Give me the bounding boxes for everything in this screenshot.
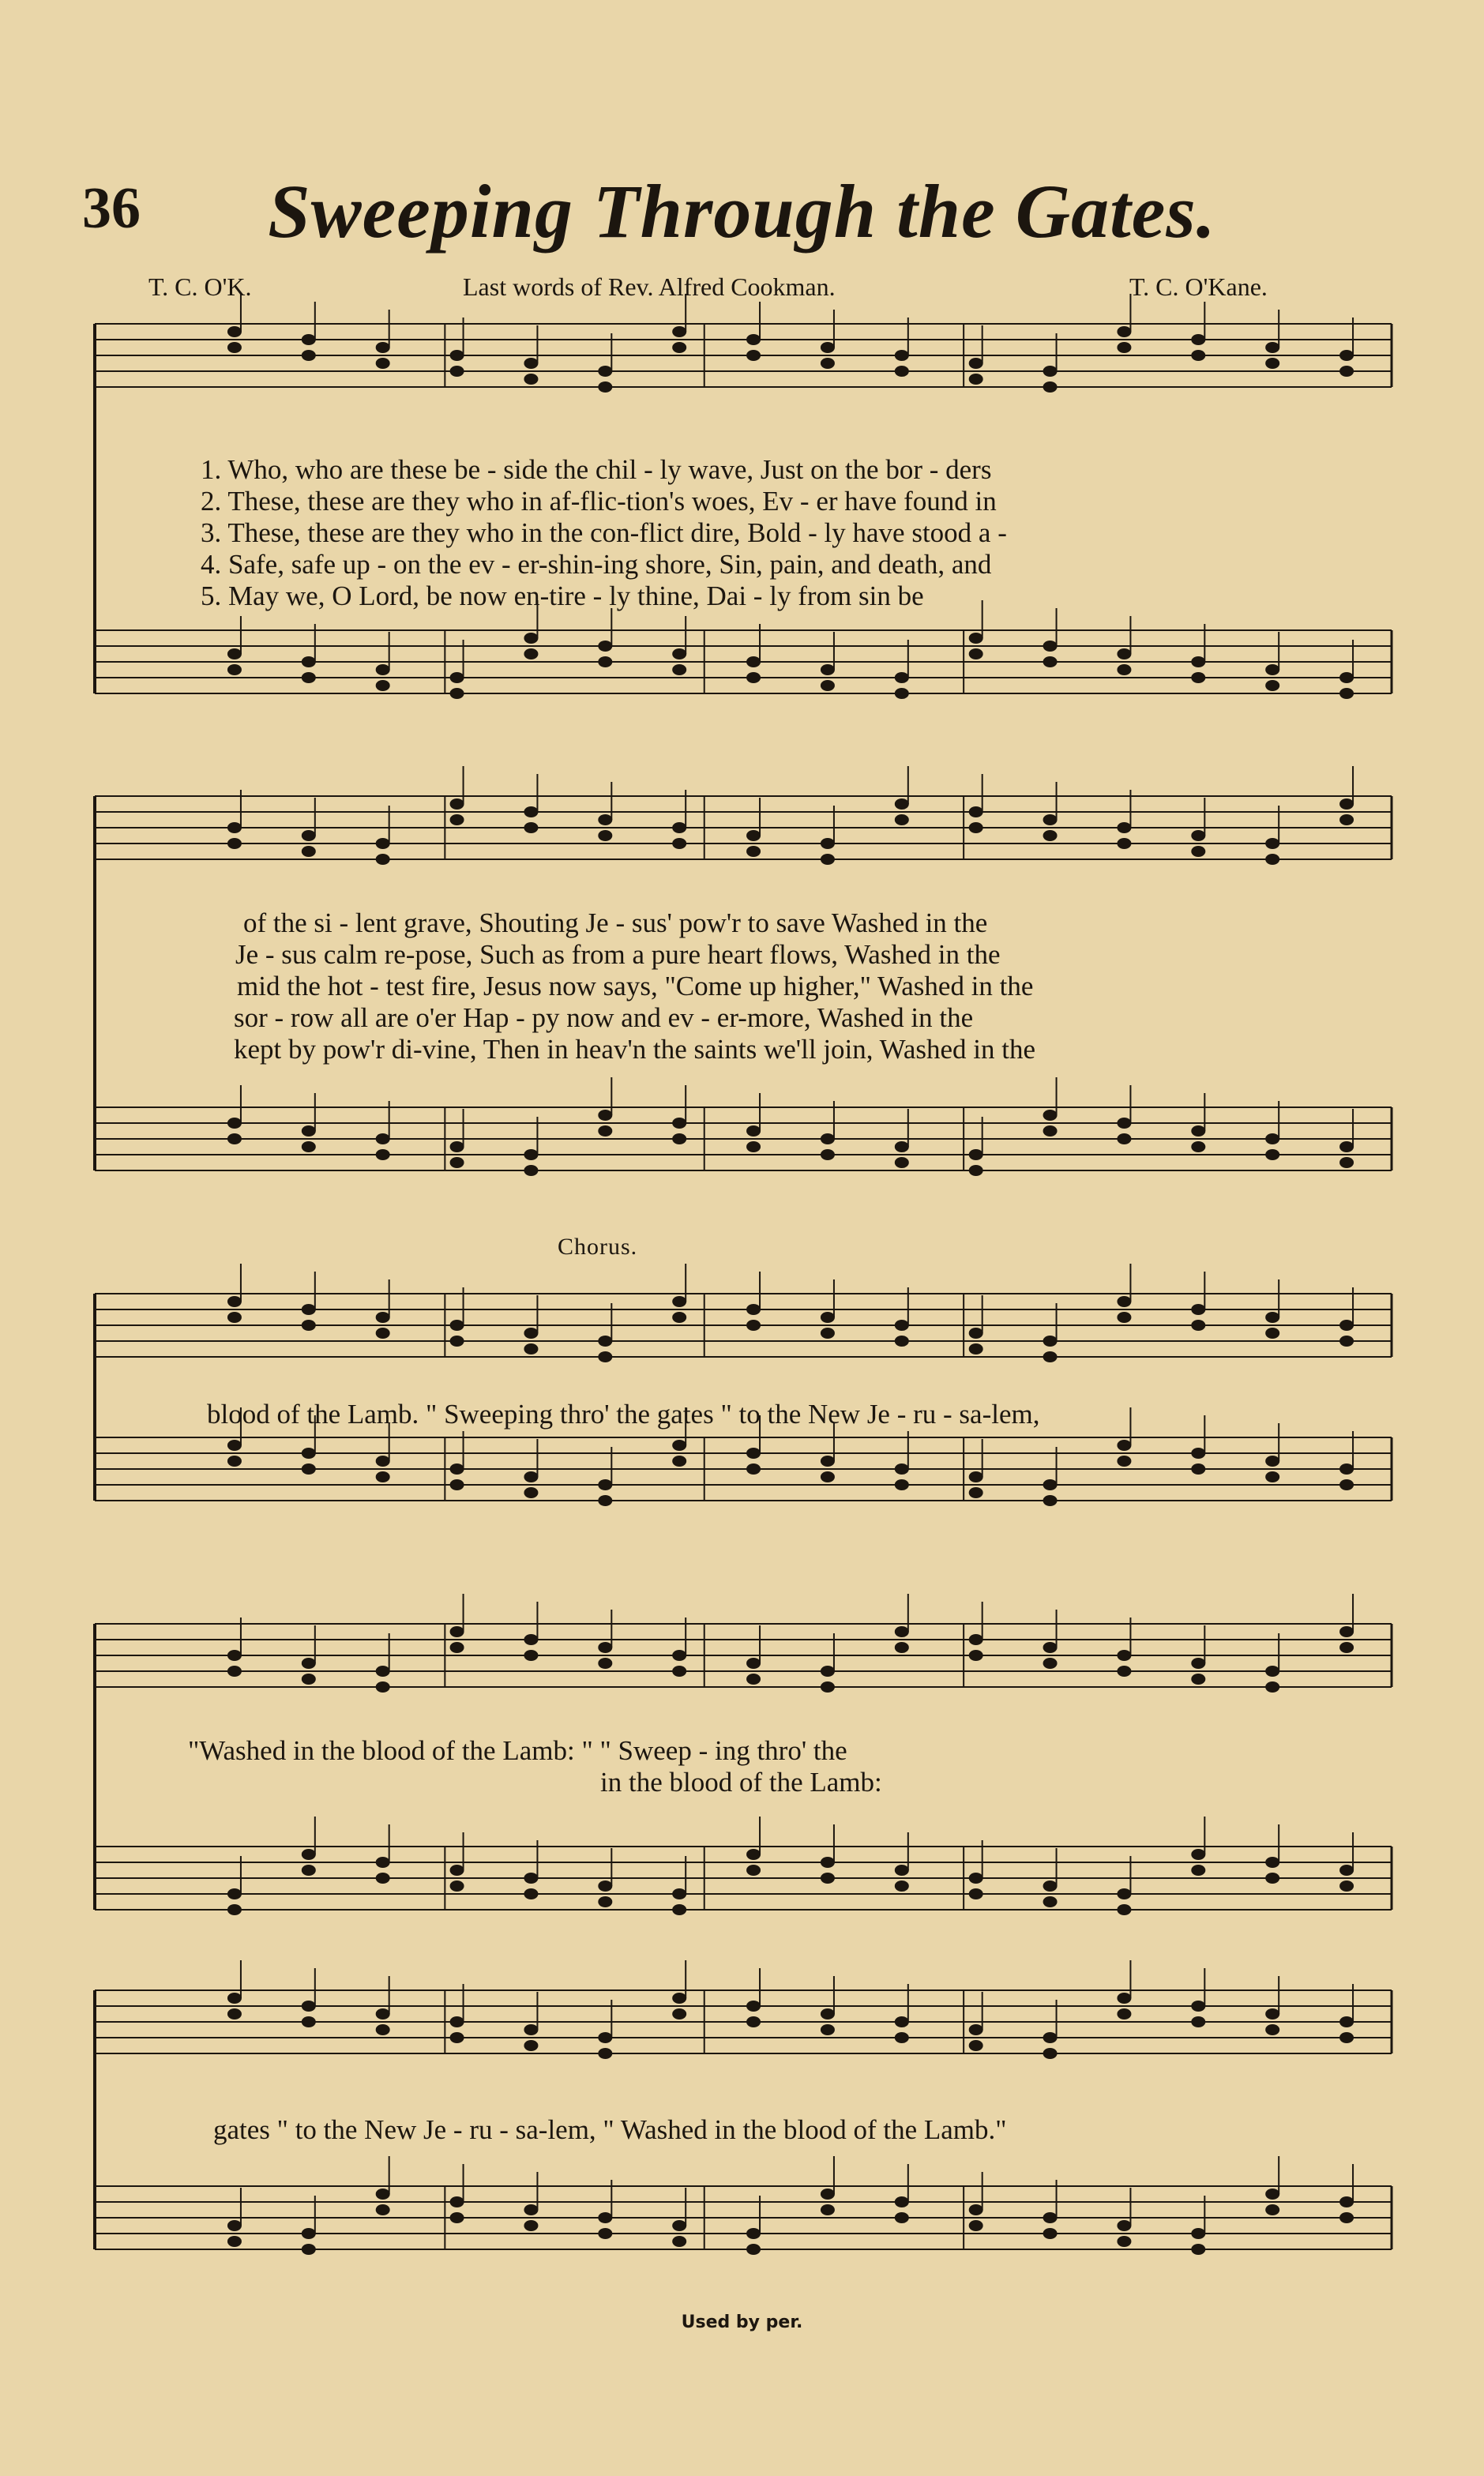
source-credit: Last words of Rev. Alfred Cookman. bbox=[463, 272, 836, 301]
verse-2-line-1: 2. These, these are they who in af-flic-tion's woes, Ev - er have found in bbox=[201, 486, 997, 517]
verse-4-line-1: 4. Safe, safe up - on the ev - er-shin-ing shore, Sin, pain, and death, and bbox=[201, 549, 992, 580]
lyricist-credit: T. C. O'K. bbox=[148, 272, 252, 301]
verse-5-line-2: kept by pow'r di-vine, Then in heav'n the saints we'll join, Washed in the bbox=[234, 1034, 1036, 1065]
permission-note: Used by per. bbox=[681, 2313, 803, 2332]
verse-1-line-2: of the si - lent grave, Shouting Je - sus' pow'r to save Washed in the bbox=[243, 907, 988, 938]
verse-3-line-1: 3. These, these are they who in the con-flict dire, Bold - ly have stood a - bbox=[201, 517, 1007, 548]
verse-3-line-2: mid the hot - test fire, Jesus now says, "Come up higher," Washed in the bbox=[237, 971, 1034, 1001]
page-number: 36 bbox=[82, 176, 141, 241]
hymn-title: Sweeping Through the Gates. bbox=[268, 169, 1216, 254]
chorus-line-1: blood of the Lamb. " Sweeping thro' the gates " to the New Je - ru - sa-lem, bbox=[207, 1399, 1040, 1430]
verse-4-line-2: sor - row all are o'er Hap - py now and ev - er-more, Washed in the bbox=[234, 1002, 974, 1033]
verse-5-line-1: 5. May we, O Lord, be now en-tire - ly thine, Dai - ly from sin be bbox=[201, 580, 924, 611]
chorus-line-2: "Washed in the blood of the Lamb: " " Sweep - ing thro' the bbox=[188, 1735, 847, 1766]
verse-2-line-2: Je - sus calm re-pose, Such as from a pure heart flows, Washed in the bbox=[235, 939, 1001, 970]
chorus-line-3: gates " to the New Je - ru - sa-lem, " Washed in the blood of the Lamb." bbox=[213, 2114, 1007, 2145]
composer-credit: T. C. O'Kane. bbox=[1129, 272, 1268, 301]
chorus-label: Chorus. bbox=[558, 1234, 638, 1260]
chorus-line-2-alt: in the blood of the Lamb: bbox=[600, 1767, 882, 1798]
verse-1-line-1: 1. Who, who are these be - side the chil - ly wave, Just on the bor - ders bbox=[201, 454, 992, 485]
